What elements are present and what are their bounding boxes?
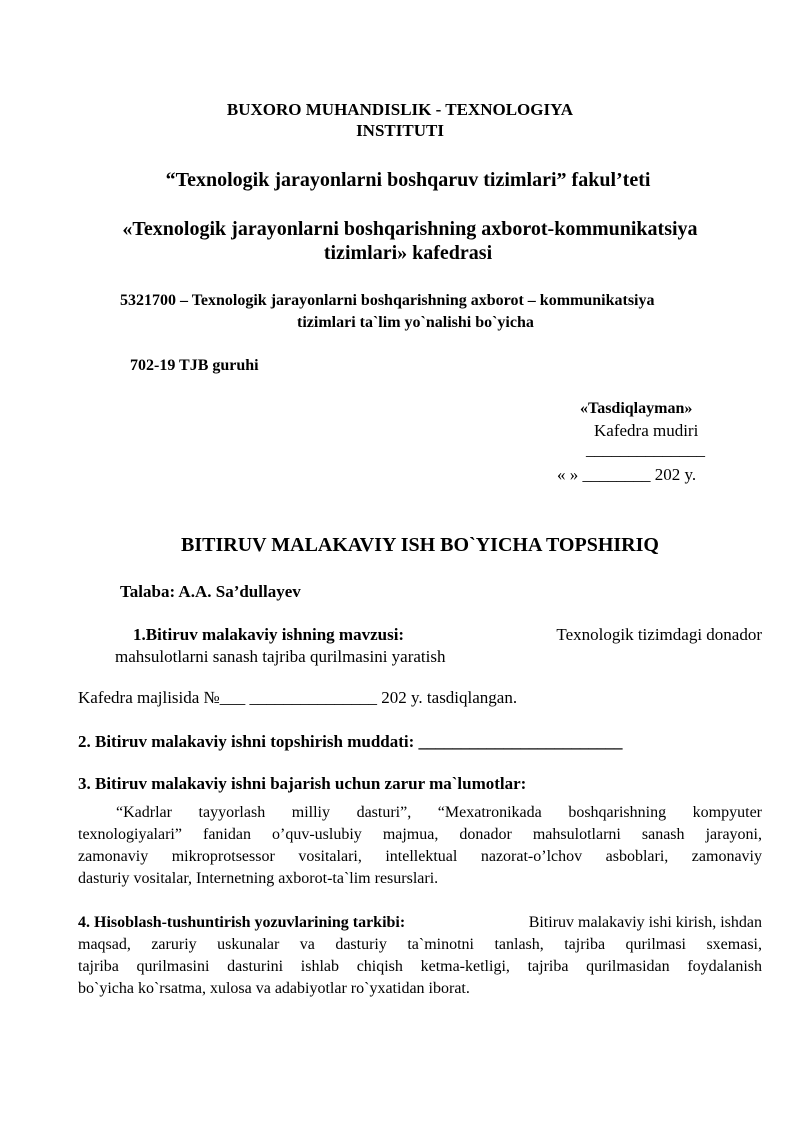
approval-signature-line: ______________	[586, 440, 705, 459]
item4-line-2: maqsad, zaruriy uskunalar va dasturiy ta`minotni tanlash, tajriba qurilmasi sxemasi,	[78, 936, 762, 953]
approval-date-line: « » ________ 202 y.	[557, 465, 697, 484]
item4-line-4: bo`yicha ko`rsatma, xulosa va adabiyotlar ro`yxatidan iborat.	[78, 980, 470, 997]
item1-topic-part1: Texnologik tizimdagi donador	[556, 625, 762, 644]
item3-line-4: dasturiy vositalar, Internetning axborot-ta`lim resurslari.	[78, 870, 439, 887]
item3-line-1: “Kadrlar tayyorlash milliy dasturi”, “Mexatronikada boshqarishning kompyuter	[116, 804, 762, 821]
item4-label: 4. Hisoblash-tushuntirish yozuvlarining tarkibi:	[78, 914, 406, 931]
item4-line-3: tajriba qurilmasini dasturini ishlab chiqish ketma-ketligi, tajriba qurilmasidan foydalanish	[78, 958, 762, 975]
group-label: 702-19 TJB guruhi	[130, 357, 259, 374]
document-title: BITIRUV MALAKAVIY ISH BO`YICHA TOPSHIRIQ	[181, 534, 659, 556]
approval-title: «Tasdiqlayman»	[580, 400, 693, 417]
item3-line-2: texnologiyalari” fanidan o’quv-uslubiy majmua, donador mahsulotlarni sanash jarayoni,	[78, 826, 762, 843]
item1-topic-part2: mahsulotlarni sanash tajriba qurilmasini yaratish	[115, 647, 446, 666]
meeting-approval-line: Kafedra majlisida №___ _______________ 202 y. tasdiqlangan.	[78, 688, 518, 707]
direction-line2: tizimlari ta`lim yo`nalishi bo`yicha	[297, 314, 534, 331]
department-name-line1: «Texnologik jarayonlarni boshqarishning axborot-kommunikatsiya	[122, 218, 698, 240]
institute-name-line2: INSTITUTI	[356, 121, 444, 140]
item4-line-1-text: Bitiruv malakaviy ishi kirish, ishdan	[528, 914, 762, 931]
institute-name-line1: BUXORO MUHANDISLIK - TEXNOLOGIYA	[226, 100, 574, 119]
student-name: Talaba: A.A. Sa’dullayev	[120, 582, 301, 601]
direction-line1: 5321700 – Texnologik jarayonlarni boshqarishning axborot – kommunikatsiya	[120, 292, 655, 309]
item2-deadline: 2. Bitiruv malakaviy ishni topshirish muddati: ________________________	[78, 732, 623, 751]
item1-first-line	[133, 626, 762, 643]
item4-paragraph	[78, 912, 762, 1000]
approval-position: Kafedra mudiri	[594, 421, 699, 440]
faculty-name: “Texnologik jarayonlarni boshqaruv tizimlari” fakul’teti	[165, 169, 651, 191]
department-name-line2: tizimlari» kafedrasi	[323, 242, 493, 264]
item3-line-3: zamonaviy mikroprotsessor vositalari, intellektual nazorat-o’lchov asboblari, zamonaviy	[78, 848, 762, 865]
item4-line-1	[78, 912, 762, 934]
item1-label: 1.Bitiruv malakaviy ishning mavzusi:	[133, 625, 405, 644]
item3-paragraph	[78, 802, 762, 890]
item3-label: 3. Bitiruv malakaviy ishni bajarish uchun zarur ma`lumotlar:	[78, 774, 527, 793]
